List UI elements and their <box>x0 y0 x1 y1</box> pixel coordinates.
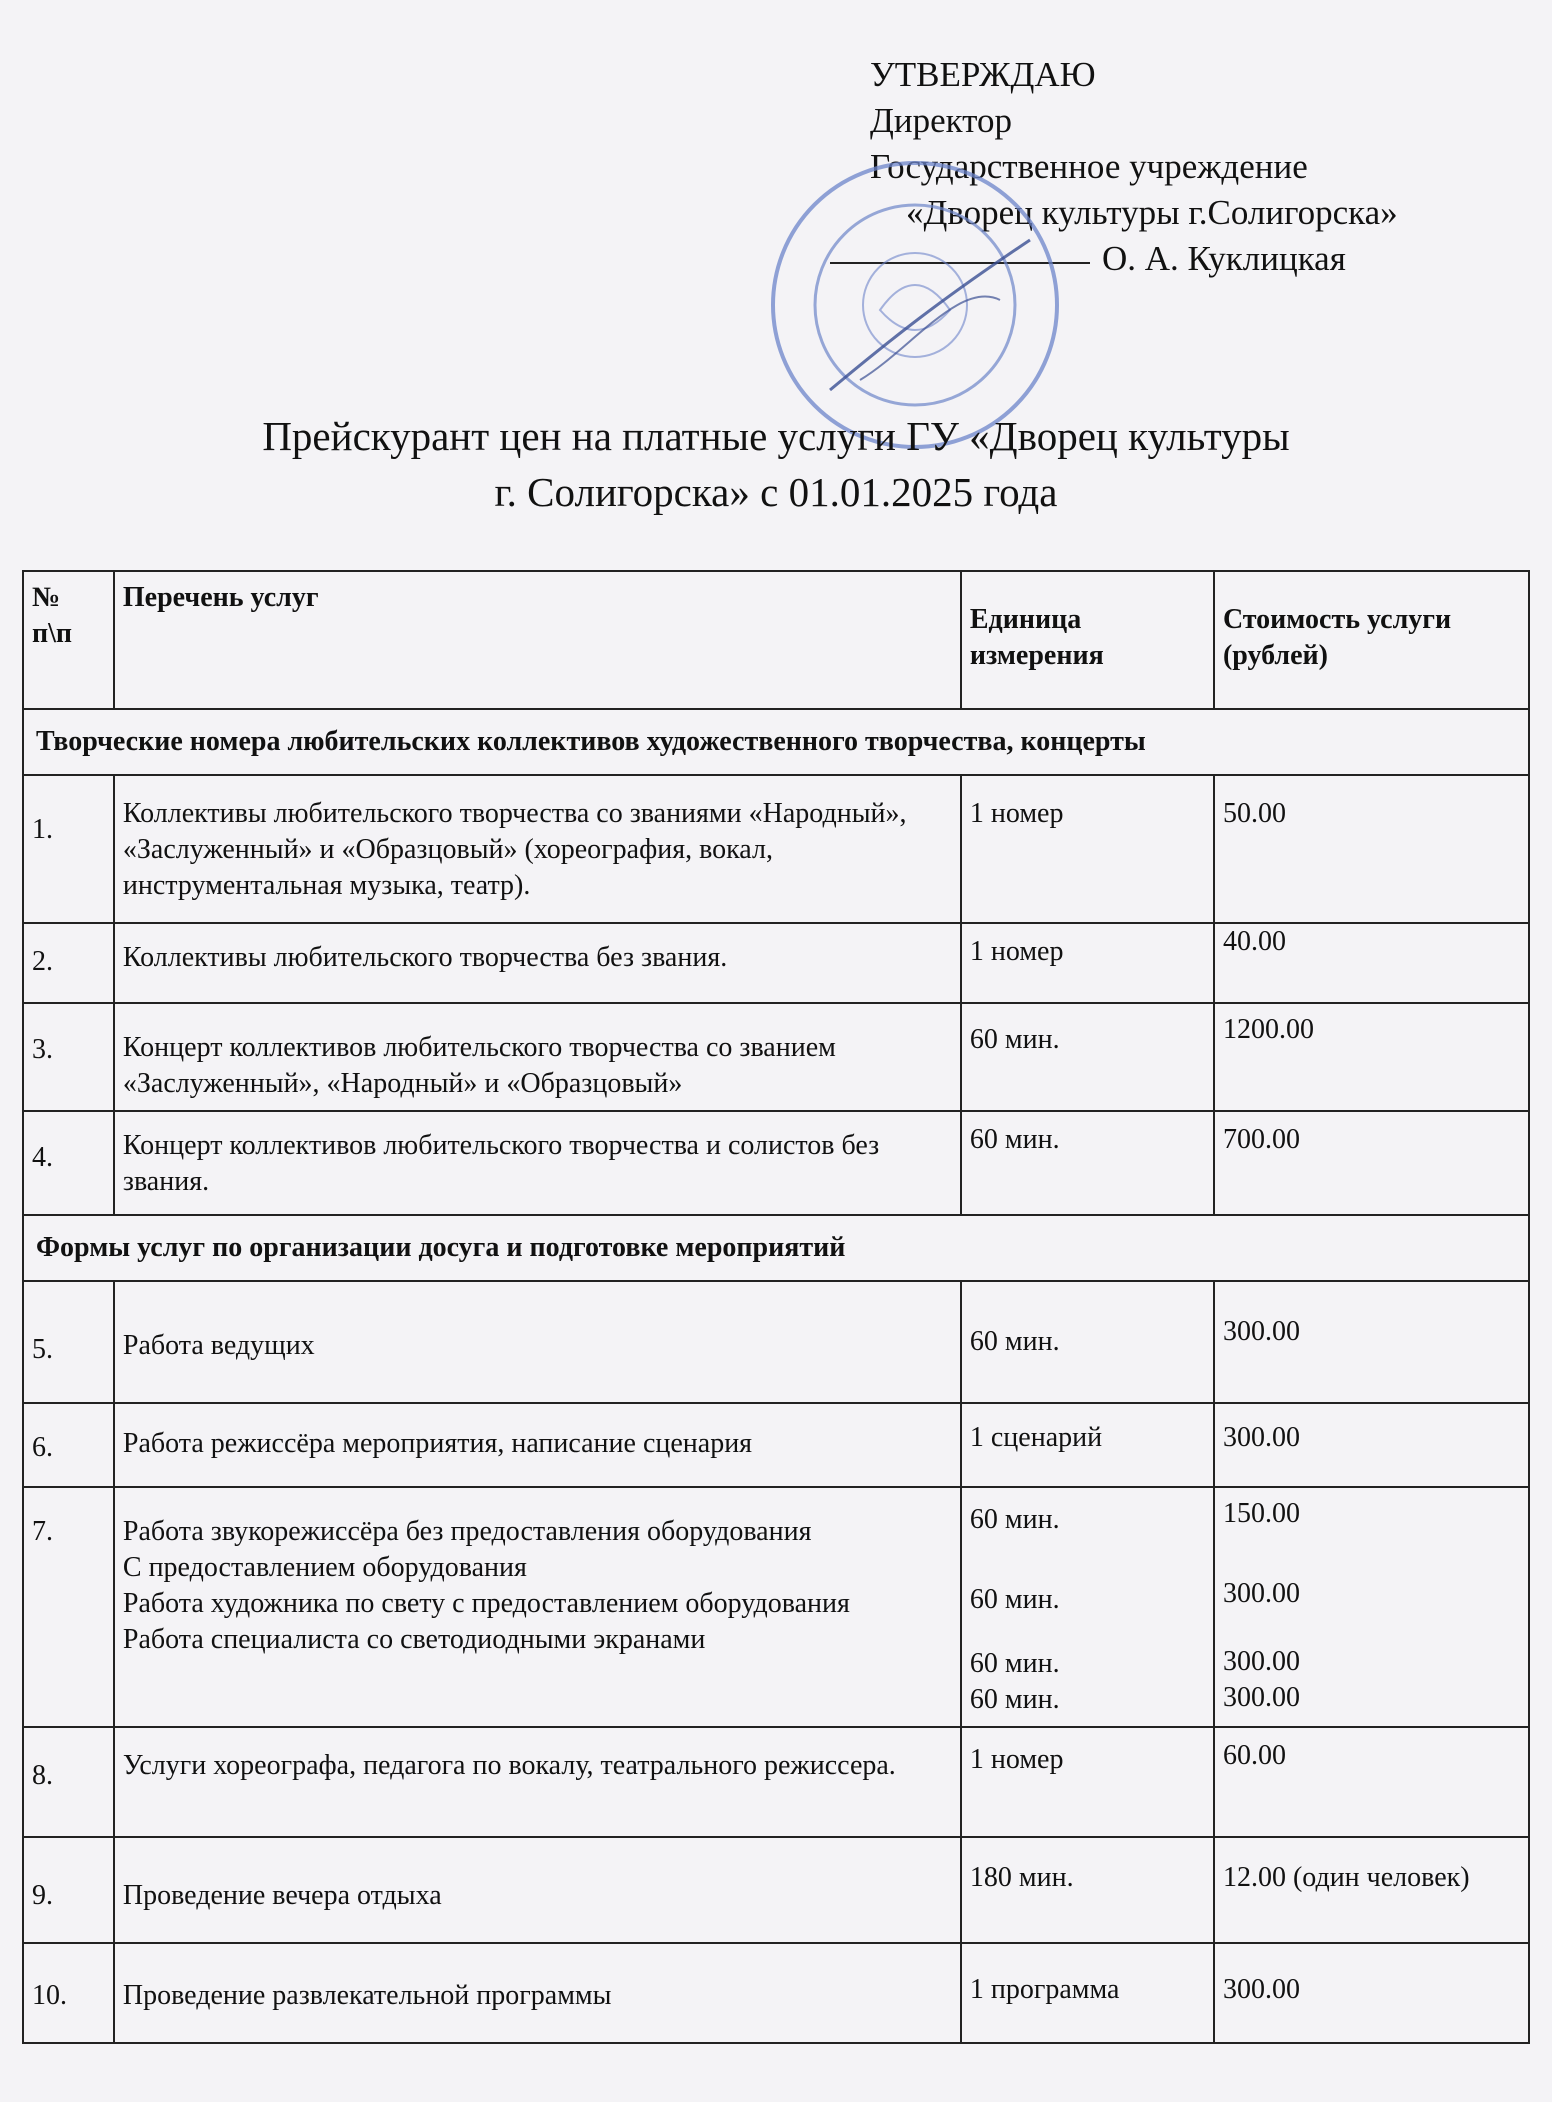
row-unit: 60 мин. <box>961 1003 1214 1111</box>
row-unit: 1 программа <box>961 1943 1214 2043</box>
row-price: 1200.00 <box>1214 1003 1529 1111</box>
table-row <box>23 1281 1529 1403</box>
row-service: Работа ведущих <box>114 1281 961 1403</box>
table-row <box>23 1403 1529 1487</box>
header-service: Перечень услуг <box>114 571 961 709</box>
approval-org-type: Государственное учреждение <box>870 147 1308 186</box>
service-line: Работа специалиста со светодиодными экранами <box>122 1624 706 1655</box>
row-service: Услуги хореографа, педагога по вокалу, театрального режиссера. <box>114 1727 961 1837</box>
row-price: 40.00 <box>1214 923 1529 1003</box>
table-row <box>23 775 1529 923</box>
service-line: С предоставлением оборудования <box>122 1552 527 1583</box>
row-price: 12.00 (один человек) <box>1214 1837 1529 1943</box>
price-line: 300.00 <box>1222 1578 1300 1609</box>
row-price: 300.00 <box>1214 1403 1529 1487</box>
row-num: 5. <box>23 1281 114 1403</box>
approval-heading: УТВЕРЖДАЮ <box>870 55 1096 94</box>
row-service: Работа режиссёра мероприятия, написание сценария <box>114 1403 961 1487</box>
row-unit: 1 номер <box>961 923 1214 1003</box>
row-num: 9. <box>23 1837 114 1943</box>
price-line: 300.00 <box>1222 1682 1300 1713</box>
row-service: Коллективы любительского творчества со званиями «Народный», «Заслуженный» и «Образцовый» (хореография, вокал, инструментальная музыка, театр). <box>114 775 961 923</box>
row-unit: 1 номер <box>961 1727 1214 1837</box>
unit-line: 60 мин. <box>969 1684 1060 1715</box>
price-table <box>22 570 1530 2044</box>
row-unit: 60 мин. <box>961 1281 1214 1403</box>
row-price: 300.00 <box>1214 1281 1529 1403</box>
row-num: 7. <box>23 1487 114 1727</box>
price-line: 300.00 <box>1222 1646 1300 1677</box>
table-row <box>23 1943 1529 2043</box>
row-price: 50.00 <box>1214 775 1529 923</box>
row-service: Проведение развлекательной программы <box>114 1943 961 2043</box>
row-price: 60.00 <box>1214 1727 1529 1837</box>
table-row <box>23 1003 1529 1111</box>
section-title: Творческие номера любительских коллективов художественного творчества, концерты <box>23 709 1529 775</box>
section-row-leisure <box>23 1215 1529 1281</box>
row-num: 6. <box>23 1403 114 1487</box>
header-price: Стоимость услуги (рублей) <box>1214 571 1529 709</box>
row-unit: 60 мин. <box>961 1111 1214 1215</box>
row-num: 2. <box>23 923 114 1003</box>
row-service: Коллективы любительского творчества без звания. <box>114 923 961 1003</box>
row-service: Концерт коллективов любительского творчества и солистов без звания. <box>114 1111 961 1215</box>
header-num: № п\п <box>23 571 114 709</box>
row-num: 10. <box>23 1943 114 2043</box>
row-num: 4. <box>23 1111 114 1215</box>
row-unit: 1 сценарий <box>961 1403 1214 1487</box>
section-row-concerts <box>23 709 1529 775</box>
price-line: 150.00 <box>1222 1498 1300 1529</box>
row-unit <box>961 1487 1214 1727</box>
service-line: Работа звукорежиссёра без предоставления оборудования <box>122 1516 812 1547</box>
table-row <box>23 1837 1529 1943</box>
table-row <box>23 923 1529 1003</box>
approval-position: Директор <box>870 101 1013 140</box>
row-num: 8. <box>23 1727 114 1837</box>
row-price <box>1214 1487 1529 1727</box>
table-row <box>23 1111 1529 1215</box>
table-header-row <box>23 571 1529 709</box>
row-service: Проведение вечера отдыха <box>114 1837 961 1943</box>
row-price: 300.00 <box>1214 1943 1529 2043</box>
row-service: Концерт коллективов любительского творчества со званием «Заслуженный», «Народный» и «Образцовый» <box>114 1003 961 1111</box>
approval-signatory: О. А. Куклицкая <box>1102 239 1346 278</box>
unit-line: 60 мин. <box>969 1504 1060 1535</box>
row-num: 1. <box>23 775 114 923</box>
approval-org-name: «Дворец культуры г.Солигорска» <box>906 193 1398 232</box>
service-line: Работа художника по свету с предоставлением оборудования <box>122 1588 850 1619</box>
title-line-2: г. Солигорска» с 01.01.2025 года <box>494 469 1058 515</box>
row-service <box>114 1487 961 1727</box>
row-unit: 180 мин. <box>961 1837 1214 1943</box>
row-num: 3. <box>23 1003 114 1111</box>
header-unit: Единица измерения <box>961 571 1214 709</box>
section-title: Формы услуг по организации досуга и подготовке мероприятий <box>23 1215 1529 1281</box>
unit-line: 60 мин. <box>969 1584 1060 1615</box>
document-title <box>0 408 1552 520</box>
row-price: 700.00 <box>1214 1111 1529 1215</box>
table-row <box>23 1727 1529 1837</box>
table-row-multi <box>23 1487 1529 1727</box>
title-line-1: Прейскурант цен на платные услуги ГУ «Дворец культуры <box>262 413 1290 459</box>
row-unit: 1 номер <box>961 775 1214 923</box>
unit-line: 60 мин. <box>969 1648 1060 1679</box>
